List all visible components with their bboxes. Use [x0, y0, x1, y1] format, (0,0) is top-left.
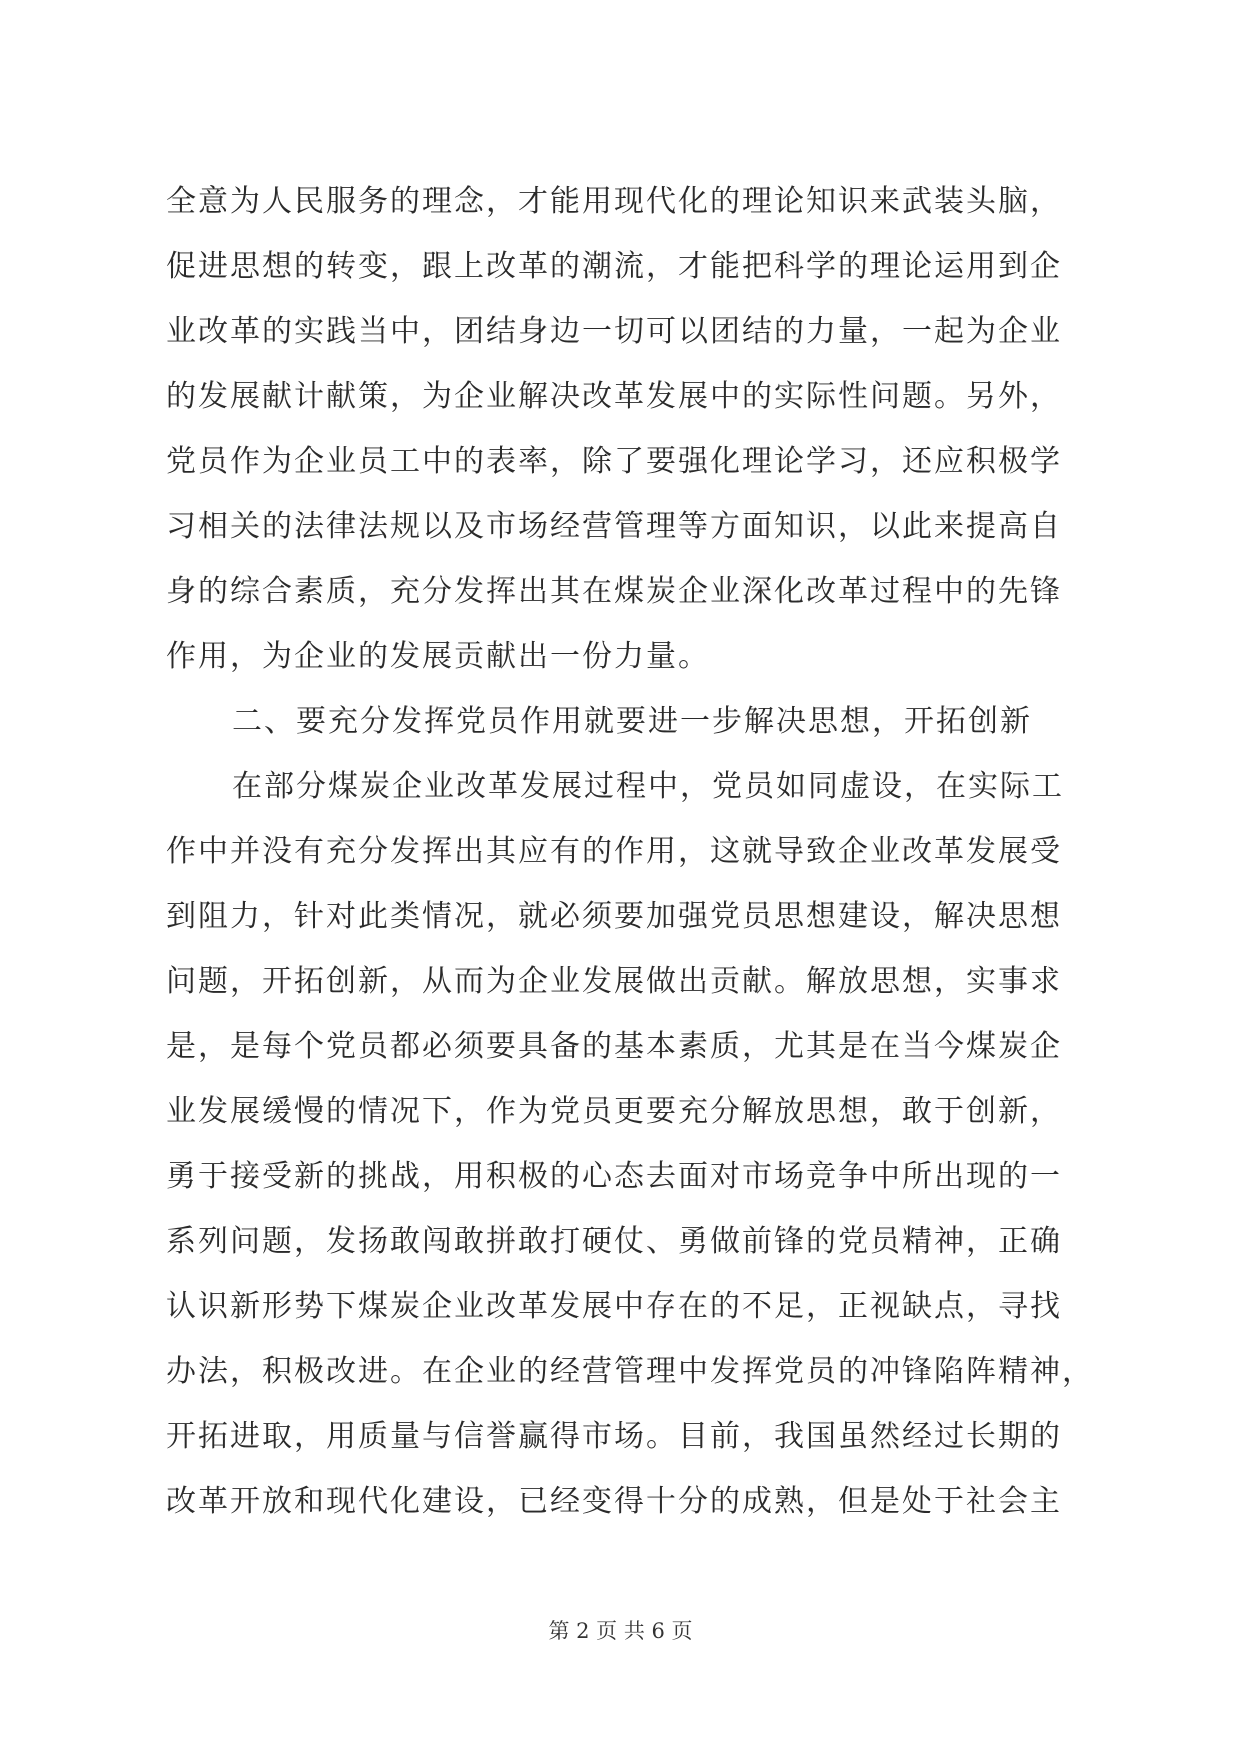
- section-heading: 二、要充分发挥党员作用就要进一步解决思想，开拓创新: [232, 704, 1032, 739]
- body-text-line: 认识新形势下煤炭企业改革发展中存在的不足，正视缺点，寻找: [166, 1289, 1062, 1324]
- body-text-line: 在部分煤炭企业改革发展过程中，党员如同虚设，在实际工: [232, 769, 1064, 804]
- body-text-line: 办法，积极改进。在企业的经营管理中发挥党员的冲锋陷阵精神，: [166, 1354, 1094, 1389]
- body-text-line: 业发展缓慢的情况下，作为党员更要充分解放思想，敢于创新，: [166, 1094, 1062, 1129]
- page-number-footer: 第 2 页 共 6 页: [548, 1619, 693, 1643]
- body-text-line: 作中并没有充分发挥出其应有的作用，这就导致企业改革发展受: [166, 834, 1062, 869]
- body-text-line: 是，是每个党员都必须要具备的基本素质，尤其是在当今煤炭企: [166, 1029, 1062, 1064]
- body-text-line: 身的综合素质，充分发挥出其在煤炭企业深化改革过程中的先锋: [166, 574, 1062, 609]
- body-text-line: 党员作为企业员工中的表率，除了要强化理论学习，还应积极学: [166, 444, 1062, 479]
- body-text-line: 到阻力，针对此类情况，就必须要加强党员思想建设，解决思想: [166, 899, 1062, 934]
- body-text-line: 系列问题，发扬敢闯敢拼敢打硬仗、勇做前锋的党员精神，正确: [166, 1224, 1062, 1259]
- body-text-line: 的发展献计献策，为企业解决改革发展中的实际性问题。另外，: [166, 379, 1062, 414]
- body-text-line: 勇于接受新的挑战，用积极的心态去面对市场竞争中所出现的一: [166, 1159, 1062, 1194]
- body-text-line: 全意为人民服务的理念，才能用现代化的理论知识来武装头脑，: [166, 184, 1062, 219]
- body-text-line: 改革开放和现代化建设，已经变得十分的成熟，但是处于社会主: [166, 1484, 1062, 1519]
- body-text-line: 业改革的实践当中，团结身边一切可以团结的力量，一起为企业: [166, 314, 1062, 349]
- body-text-line: 问题，开拓创新，从而为企业发展做出贡献。解放思想，实事求: [166, 964, 1062, 999]
- body-text-line: 促进思想的转变，跟上改革的潮流，才能把科学的理论运用到企: [166, 249, 1062, 284]
- body-text-line: 开拓进取，用质量与信誉赢得市场。目前，我国虽然经过长期的: [166, 1419, 1062, 1454]
- body-text-line: 习相关的法律法规以及市场经营管理等方面知识，以此来提高自: [166, 509, 1062, 544]
- body-text-line: 作用，为企业的发展贡献出一份力量。: [166, 639, 710, 674]
